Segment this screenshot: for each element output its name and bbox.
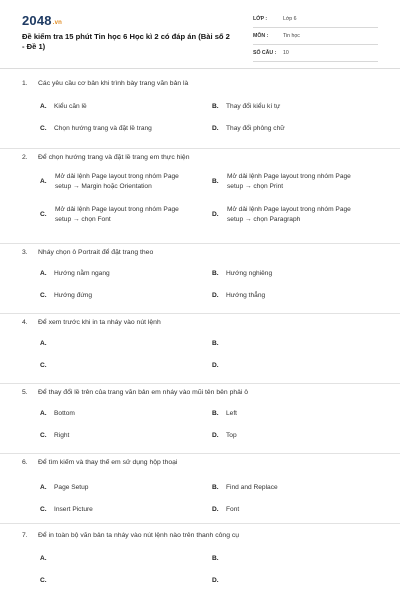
option-b[interactable] <box>212 555 226 562</box>
option-a[interactable] <box>40 270 110 277</box>
question-text: Để xem trước khi in ta nháy vào nút lệnh <box>38 319 161 326</box>
option-text: Thay đổi phông chữ <box>226 125 285 132</box>
meta-row-count <box>253 46 378 62</box>
option-letter: B. <box>212 178 219 185</box>
option-letter: C. <box>40 125 47 132</box>
option-d[interactable] <box>212 577 226 584</box>
option-text: Hướng thẳng <box>226 292 266 299</box>
question-stem <box>22 80 188 87</box>
option-text: Mở dải lệnh Page layout trong nhóm Page setup → chọn Font <box>55 206 179 223</box>
option-letter: C. <box>40 577 47 584</box>
question-text: Để tìm kiếm và thay thế em sử dụng hộp thoại <box>38 459 178 466</box>
meta-row-subject <box>253 29 378 45</box>
option-c[interactable] <box>40 292 92 299</box>
option-letter: B. <box>212 103 219 110</box>
option-text: Right <box>54 432 70 439</box>
option-letter: C. <box>40 432 47 439</box>
option-letter: A. <box>40 484 47 491</box>
option-text: Left <box>226 410 237 417</box>
option-letter: A. <box>40 410 47 417</box>
question-stem <box>22 459 177 466</box>
question-number: 6. <box>22 459 28 466</box>
question-4 <box>0 313 400 384</box>
option-b[interactable] <box>212 270 272 277</box>
option-letter: A. <box>40 555 47 562</box>
question-stem <box>22 389 248 396</box>
option-text: Insert Picture <box>54 506 93 513</box>
option-letter: D. <box>212 432 219 439</box>
option-letter: B. <box>212 484 219 491</box>
option-letter: D. <box>212 125 219 132</box>
option-text: Kiểu căn lề <box>54 103 87 110</box>
question-number: 2. <box>22 154 28 161</box>
question-2 <box>0 148 400 244</box>
option-letter: C. <box>40 292 47 299</box>
option-b[interactable] <box>212 103 280 110</box>
option-text: Mở dải lệnh Page layout trong nhóm Page setup → chọn Paragraph <box>227 206 351 223</box>
option-letter: B. <box>212 410 219 417</box>
option-letter: D. <box>212 362 219 369</box>
option-d[interactable] <box>212 292 265 299</box>
logo-main: 2048 <box>22 13 52 28</box>
option-b[interactable] <box>212 484 278 491</box>
option-b[interactable] <box>212 410 237 417</box>
question-1 <box>0 68 400 149</box>
question-6 <box>0 453 400 524</box>
option-a[interactable] <box>40 340 54 347</box>
option-letter: D. <box>212 292 219 299</box>
option-c[interactable] <box>40 506 93 513</box>
question-text: Để chọn hướng trang và đặt lề trang em thực hiện <box>38 154 190 161</box>
option-letter: A. <box>40 270 47 277</box>
question-number: 7. <box>22 532 28 539</box>
option-text: Hướng đứng <box>54 292 93 299</box>
option-text: Bottom <box>54 410 75 417</box>
option-letter: A. <box>40 340 47 347</box>
question-stem <box>22 532 239 539</box>
option-text: Chọn hướng trang và đặt lề trang <box>54 125 152 132</box>
option-b[interactable] <box>212 340 226 347</box>
meta-value: Tin học <box>283 33 300 39</box>
option-letter: C. <box>40 362 47 369</box>
meta-label: LỚP : <box>253 16 268 22</box>
option-c[interactable] <box>40 205 195 225</box>
question-number: 1. <box>22 80 28 87</box>
question-stem <box>22 319 161 326</box>
option-letter: D. <box>212 211 219 218</box>
option-b[interactable] <box>212 172 367 192</box>
question-text: Để thay đổi lề trên của trang văn bản em nháy vào mũi tên bên phải ô <box>38 389 249 396</box>
question-number: 5. <box>22 389 28 396</box>
option-d[interactable] <box>212 125 285 132</box>
option-c[interactable] <box>40 432 69 439</box>
option-letter: C. <box>40 211 47 218</box>
option-letter: B. <box>212 340 219 347</box>
option-letter: A. <box>40 178 47 185</box>
option-text: Top <box>226 432 237 439</box>
meta-info <box>253 12 378 63</box>
option-c[interactable] <box>40 125 152 132</box>
question-text: Nháy chọn ô Portrait để đặt trang theo <box>38 249 154 256</box>
page-header <box>0 0 400 69</box>
meta-label: MÔN : <box>253 33 269 39</box>
option-c[interactable] <box>40 362 54 369</box>
question-number: 4. <box>22 319 28 326</box>
meta-row-class <box>253 12 378 28</box>
question-3 <box>0 243 400 314</box>
meta-label: SỐ CÂU : <box>253 50 277 56</box>
option-a[interactable] <box>40 172 195 192</box>
option-letter: D. <box>212 506 219 513</box>
document-title: Đề kiểm tra 15 phút Tin học 6 Học kì 2 có đáp án (Bài số 2 - Đề 1) <box>22 32 230 51</box>
question-text: Để in toàn bộ văn bản ta nháy vào nút lệnh nào trên thanh công cụ <box>38 532 240 539</box>
option-a[interactable] <box>40 555 54 562</box>
option-a[interactable] <box>40 410 75 417</box>
option-letter: B. <box>212 270 219 277</box>
question-number: 3. <box>22 249 28 256</box>
meta-value: Lớp 6 <box>283 16 297 22</box>
site-logo[interactable] <box>22 13 62 28</box>
option-text: Font <box>226 506 240 513</box>
option-text: Mở dải lệnh Page layout trong nhóm Page setup → chọn Print <box>227 173 351 190</box>
option-d[interactable] <box>212 205 367 225</box>
option-letter: A. <box>40 103 47 110</box>
option-letter: B. <box>212 555 219 562</box>
option-text: Page Setup <box>54 484 89 491</box>
question-text: Các yêu cầu cơ bản khi trình bày trang văn bản là <box>38 80 189 87</box>
question-stem <box>22 249 153 256</box>
option-text: Mở dải lệnh Page layout trong nhóm Page setup → Margin hoặc Orientation <box>55 173 179 190</box>
option-a[interactable] <box>40 484 88 491</box>
option-text: Thay đổi kiểu kí tự <box>226 103 281 110</box>
question-stem <box>22 154 189 161</box>
option-c[interactable] <box>40 577 54 584</box>
option-a[interactable] <box>40 103 87 110</box>
option-d[interactable] <box>212 506 239 513</box>
question-5 <box>0 383 400 454</box>
option-d[interactable] <box>212 432 237 439</box>
option-letter: D. <box>212 577 219 584</box>
meta-value: 10 <box>283 50 289 56</box>
question-7 <box>0 523 400 600</box>
logo-suffix: .vn <box>52 20 63 26</box>
option-letter: C. <box>40 506 47 513</box>
option-text: Hướng nằm ngang <box>54 270 110 277</box>
option-d[interactable] <box>212 362 226 369</box>
option-text: Find and Replace <box>226 484 278 491</box>
option-text: Hướng nghiêng <box>226 270 273 277</box>
